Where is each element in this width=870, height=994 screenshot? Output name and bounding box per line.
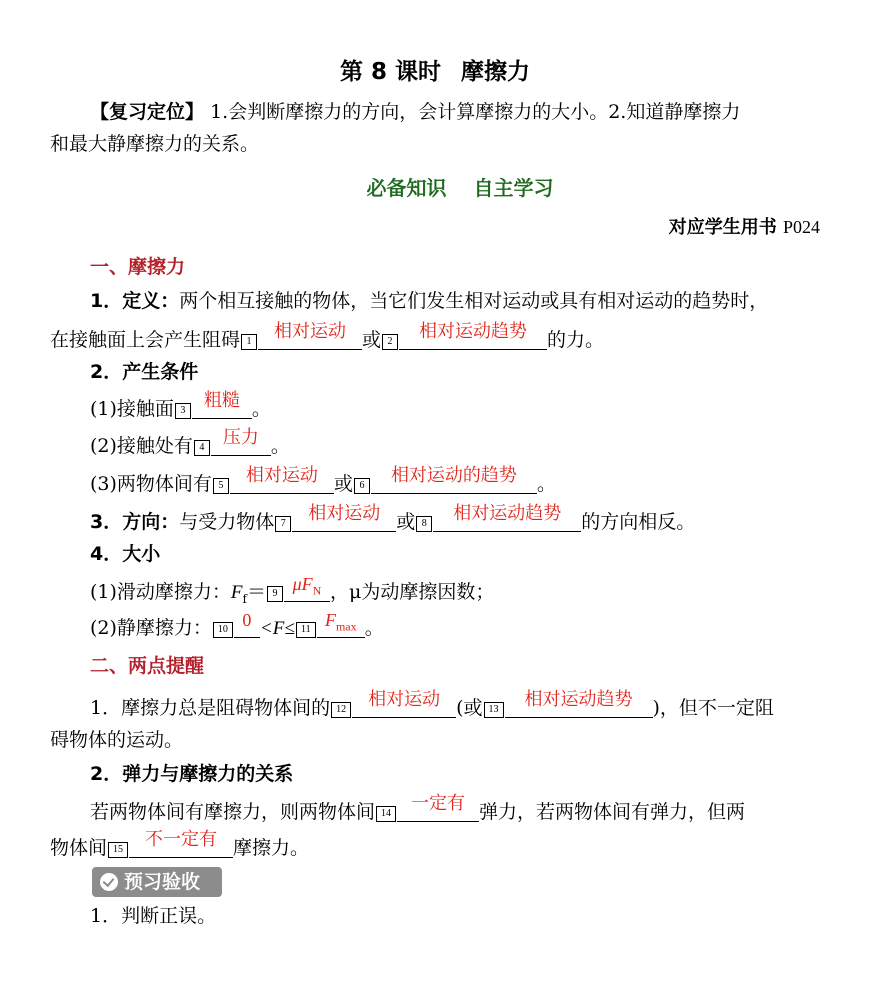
blank-number: 2	[382, 334, 398, 350]
answer-blank[interactable]	[129, 829, 233, 858]
reminder-1-text: 1．摩擦力总是阻碍物体间的	[90, 697, 331, 719]
check-circle-icon	[100, 873, 118, 891]
answer-blank[interactable]	[505, 689, 653, 718]
answer-text: 相对运动趋势	[419, 321, 528, 342]
or-text: 或	[362, 329, 382, 351]
blank-number: 4	[194, 440, 210, 456]
condition-1-label: (1)接触面	[90, 398, 174, 420]
page-title	[0, 53, 870, 86]
answer-blank[interactable]	[258, 321, 362, 350]
period: 。	[270, 435, 290, 457]
reminder-1-line2: 碍物体的运动。	[50, 729, 184, 751]
answer-text: 相对运动	[368, 689, 441, 710]
reference-page: P024	[782, 217, 820, 237]
answer-blank[interactable]	[399, 321, 547, 350]
blank-number: 8	[416, 516, 432, 532]
period: 。	[536, 473, 556, 495]
positioning-line1	[90, 99, 740, 125]
conditions-heading: 2．产生条件	[90, 361, 199, 383]
blank-number: 14	[376, 806, 396, 822]
blank-number: 13	[484, 702, 504, 718]
reminder-1-or: (或	[456, 697, 483, 719]
blank-number: 12	[331, 702, 351, 718]
answer-text: 相对运动	[274, 321, 347, 342]
direction-end: 的方向相反。	[581, 511, 696, 533]
reminder-2-line1	[90, 793, 746, 825]
exercise-line: 1．判断正误。	[90, 905, 217, 927]
static-friction-line	[90, 610, 384, 642]
reminder-2-start: 物体间	[50, 837, 108, 859]
blank-number: 15	[108, 842, 128, 858]
answer-main: F	[324, 610, 336, 630]
part2-heading: 二、两点提醒	[90, 655, 205, 677]
reminder-2-heading: 2．弹力与摩擦力的关系	[90, 763, 294, 785]
size-heading: 4．大小	[90, 543, 161, 565]
answer-blank[interactable]	[192, 390, 252, 419]
static-label: (2)静摩擦力：	[90, 617, 212, 639]
condition-2	[90, 427, 290, 459]
answer-text: 相对运动趋势	[453, 503, 562, 524]
period: 。	[364, 617, 384, 639]
answer-text	[284, 571, 330, 604]
answer-blank[interactable]	[292, 503, 396, 532]
definition-end: 的力。	[547, 329, 605, 351]
definition-text1: 两个相互接触的物体，当它们发生相对运动或具有相对运动的趋势时，	[179, 290, 769, 312]
answer-subscript: N	[312, 583, 322, 598]
answer-text: 相对运动	[245, 465, 318, 486]
positioning-label: 【复习定位】	[90, 101, 205, 123]
answer-text: 粗糙	[203, 390, 240, 411]
equals-sign: ＝	[246, 581, 266, 603]
lesson-topic: 摩擦力	[461, 59, 531, 85]
answer-text: 压力	[222, 427, 259, 448]
preview-check-badge	[92, 867, 222, 897]
section-heading	[0, 172, 870, 201]
part1-heading: 一、摩擦力	[90, 256, 186, 278]
condition-2-label: (2)接触处有	[90, 435, 193, 457]
answer-blank[interactable]	[211, 427, 271, 456]
force-subscript: f	[242, 591, 247, 606]
lesson-number: 第 8 课时	[339, 59, 441, 85]
reminder-2-line2	[50, 829, 310, 861]
answer-text: 0	[242, 610, 252, 630]
definition-label: 1．定义：	[90, 290, 180, 312]
answer-main: μF	[292, 574, 313, 594]
direction-label: 3．方向：	[90, 511, 180, 533]
condition-1	[90, 390, 271, 422]
blank-number: 7	[275, 516, 291, 532]
badge-label: 预习验收	[124, 871, 201, 893]
sliding-after: ，μ为动摩擦因数；	[330, 581, 495, 603]
definition-text2: 在接触面上会产生阻碍	[50, 329, 241, 351]
blank-number: 3	[175, 403, 191, 419]
or-text: 或	[396, 511, 416, 533]
direction-line	[90, 503, 696, 535]
blank-number: 5	[213, 478, 229, 494]
blank-number: 9	[267, 586, 283, 602]
answer-blank[interactable]	[397, 793, 479, 822]
blank-number: 1	[241, 334, 257, 350]
definition-line1	[90, 288, 768, 314]
reminder-1-end: )，但不一定阻	[652, 697, 774, 719]
reminder-2-middle: 弹力，若两物体间有弹力，但两	[479, 801, 746, 823]
reminder-2-end: 摩擦力。	[233, 837, 310, 859]
positioning-line2: 和最大静摩擦力的关系。	[50, 133, 260, 155]
condition-3-label: (3)两物体间有	[90, 473, 212, 495]
answer-text	[317, 607, 365, 640]
blank-number: 6	[354, 478, 370, 494]
sliding-friction-line	[90, 574, 495, 612]
answer-blank[interactable]	[230, 465, 334, 494]
answer-blank[interactable]	[234, 610, 260, 638]
answer-text: 一定有	[411, 793, 466, 814]
positioning-text1: 1.会判断摩擦力的方向，会计算摩擦力的大小。2.知道静摩擦力	[210, 101, 741, 123]
answer-blank[interactable]	[284, 574, 330, 602]
book-reference	[669, 213, 820, 239]
reminder-2-text: 若两物体间有摩擦力，则两物体间	[90, 801, 376, 823]
answer-blank[interactable]	[317, 610, 365, 638]
sliding-label: (1)滑动摩擦力：	[90, 581, 231, 603]
reminder-1-line1	[90, 689, 774, 721]
answer-blank[interactable]	[433, 503, 581, 532]
period: 。	[251, 398, 271, 420]
answer-text: 相对运动趋势	[524, 689, 633, 710]
answer-text: 相对运动的趋势	[390, 465, 517, 486]
definition-line2	[50, 321, 605, 353]
or-text: 或	[333, 473, 353, 495]
blank-number: 11	[296, 622, 316, 638]
blank-number: 10	[213, 622, 233, 638]
force-symbol: F	[230, 582, 243, 603]
section-heading-right: 自主学习	[473, 176, 554, 200]
reference-text: 对应学生用书	[668, 217, 777, 238]
answer-text: 相对运动	[308, 503, 381, 524]
section-heading-left: 必备知识	[366, 176, 447, 200]
direction-text: 与受力物体	[179, 511, 275, 533]
static-inequality: <F≤	[259, 618, 295, 639]
answer-blank[interactable]	[352, 689, 456, 718]
answer-subscript: max	[335, 619, 357, 634]
condition-3	[90, 465, 556, 497]
answer-blank[interactable]	[371, 465, 537, 494]
answer-text: 不一定有	[145, 829, 218, 850]
